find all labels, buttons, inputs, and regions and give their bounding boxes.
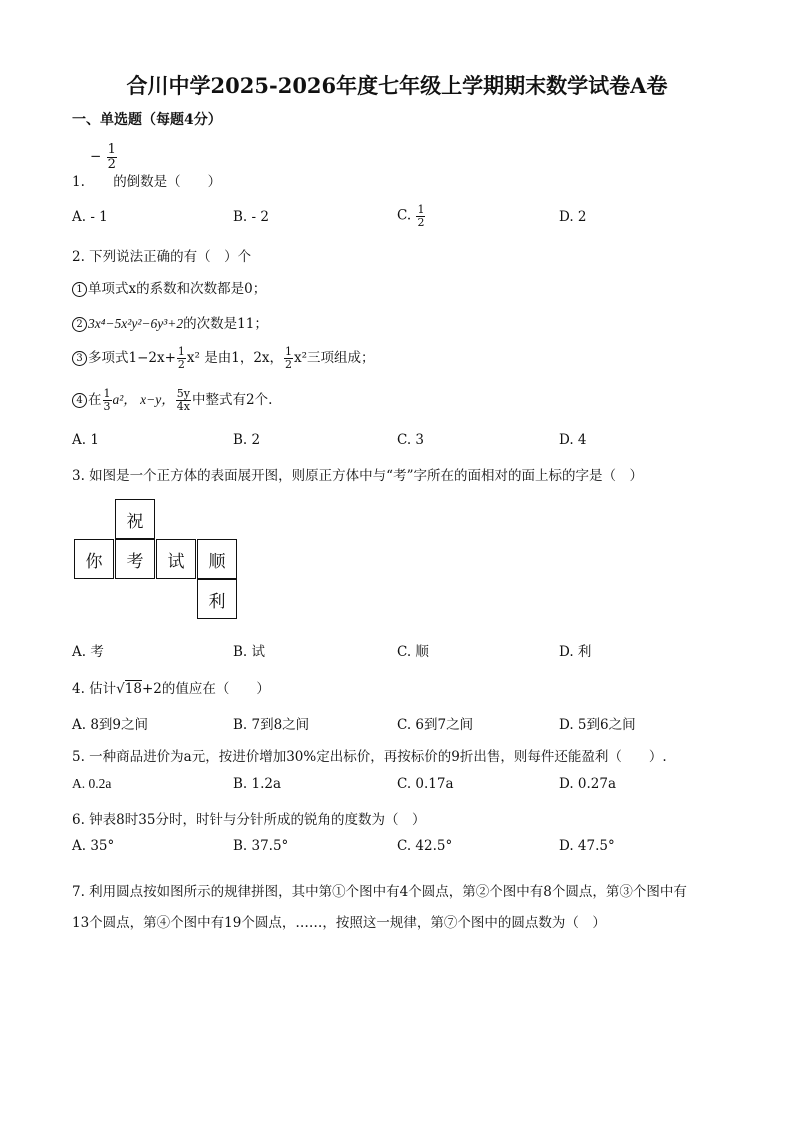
circled-2-icon: 2 — [72, 317, 87, 332]
q5-option-b[interactable]: B. 1.2a — [233, 776, 282, 792]
q2-s2-expr: 3x⁴−5x²y²−6y³+2 — [88, 316, 184, 331]
q1-option-c-num: 1 — [417, 203, 425, 216]
q6-option-c[interactable]: C. 42.5° — [397, 838, 453, 854]
q2-s3-mid: x² 是由1，2x， — [186, 350, 284, 366]
q1-stem — [72, 170, 221, 190]
q3-option-a[interactable]: A. 考 — [72, 644, 104, 660]
q3-option-d[interactable]: D. 利 — [559, 644, 592, 660]
q6-option-d[interactable]: D. 47.5° — [559, 838, 615, 854]
q1-option-b[interactable]: B. - 2 — [233, 209, 269, 225]
q2-statement-2 — [72, 312, 268, 332]
q1-number: 1. — [72, 174, 85, 190]
circled-3-icon: 3 — [72, 351, 87, 366]
q4-stem-tail: +2的值应在（ ） — [141, 681, 270, 697]
q2-stem: 2. 下列说法正确的有（ ）个 — [72, 249, 252, 265]
q3-option-c[interactable]: C. 顺 — [397, 644, 429, 660]
q5-option-c[interactable]: C. 0.17a — [397, 776, 454, 792]
q1-option-c[interactable] — [397, 204, 426, 228]
q2-s2-tail: 的次数是11； — [183, 316, 268, 332]
q1-option-a[interactable]: A. - 1 — [72, 209, 108, 225]
q4-option-a[interactable]: A. 8到9之间 — [72, 717, 149, 733]
q5-stem: 5. 一种商品进价为a元，按进价增加30%定出标价，再按标价的9折出售，则每件还能盈利（ ）. — [72, 749, 667, 765]
circled-4-icon: 4 — [72, 393, 87, 408]
q2-s4-mid: a²， x−y， — [112, 392, 175, 407]
sqrt-icon: √ — [116, 681, 125, 697]
q3-stem: 3. 如图是一个正方体的表面展开图，则原正方体中与“考”字所在的面相对的面上标的字是（ ） — [72, 468, 643, 484]
q2-option-a[interactable]: A. 1 — [72, 432, 99, 448]
q1-frac-num: 1 — [107, 142, 116, 157]
cube-net-diagram — [74, 499, 238, 621]
q6-option-a[interactable]: A. 35° — [72, 838, 115, 854]
q5-option-a[interactable]: A. 0.2a — [72, 776, 112, 791]
q3-option-b[interactable]: B. 试 — [233, 644, 266, 660]
net-cell-shi: 试 — [156, 539, 196, 579]
q4-option-c[interactable]: C. 6到7之间 — [397, 717, 474, 733]
q4-option-b[interactable]: B. 7到8之间 — [233, 717, 310, 733]
q2-statement-1 — [72, 277, 266, 297]
net-cell-ni: 你 — [74, 539, 114, 579]
circled-1-icon: 1 — [72, 282, 87, 297]
q7-line-2: 13个圆点，第④个图中有19个圆点，……，按照这一规律，第⑦个图中的圆点数为（ ） — [72, 915, 606, 931]
net-cell-kao: 考 — [115, 539, 155, 579]
q2-s4-head: 在 — [88, 392, 102, 408]
net-cell-shun: 顺 — [197, 539, 237, 579]
q4-stem-head: 4. 估计 — [72, 681, 117, 697]
q1-text: 的倒数是（ ） — [113, 174, 222, 190]
q6-stem: 6. 钟表8时35分时，时针与分针所成的锐角的度数为（ ） — [72, 812, 426, 828]
q1-option-c-den: 2 — [417, 215, 425, 229]
q2-statement-4: 4 在 $\frac{1}{3}$ a²， x−y， $\frac{5y}{4x}$ 中整式有2个. — [72, 388, 272, 413]
q1-fraction — [90, 143, 118, 171]
q2-s3-tail: x²三项组成； — [294, 350, 375, 366]
q2-s4-frac-num: 5y — [176, 387, 190, 401]
q7-line-1: 7. 利用圆点按如图所示的规律拼图，其中第①个图中有4个圆点，第②个图中有8个圆点，第③个图中有 — [72, 884, 687, 900]
page-title: 合川中学2025-2026年度七年级上学期期末数学试卷A卷 — [126, 73, 668, 98]
q2-s3-head: 多项式1−2x+ — [88, 350, 176, 366]
q2-option-b[interactable]: B. 2 — [233, 432, 261, 448]
q1-frac-den: 2 — [107, 156, 116, 172]
net-cell-zhu: 祝 — [115, 499, 155, 539]
q2-option-d[interactable]: D. 4 — [559, 432, 587, 448]
q2-option-c[interactable]: C. 3 — [397, 432, 425, 448]
q4-radicand: 18 — [124, 681, 142, 697]
q6-option-b[interactable]: B. 37.5° — [233, 838, 289, 854]
q4-option-d[interactable]: D. 5到6之间 — [559, 717, 636, 733]
q4-stem — [72, 677, 270, 697]
q1-option-c-label: C. — [397, 207, 416, 224]
q2-statement-3: 3 多项式1−2x+ $\frac{1}{2}$ x² 是由1，2x， $\frac{1}{2}$ x²三项组成； — [72, 346, 375, 371]
q2-s4-frac-den: 4x — [176, 400, 190, 413]
q1-option-d[interactable]: D. 2 — [559, 209, 587, 225]
q2-s1-text: 单项式x的系数和次数都是0； — [88, 281, 267, 297]
net-cell-li: 利 — [197, 579, 237, 619]
section-heading: 一、单选题（每题4分） — [72, 112, 222, 128]
q5-option-d[interactable]: D. 0.27a — [559, 776, 617, 792]
q2-s4-tail: 中整式有2个. — [192, 392, 273, 408]
q1-minus: − — [90, 148, 102, 165]
